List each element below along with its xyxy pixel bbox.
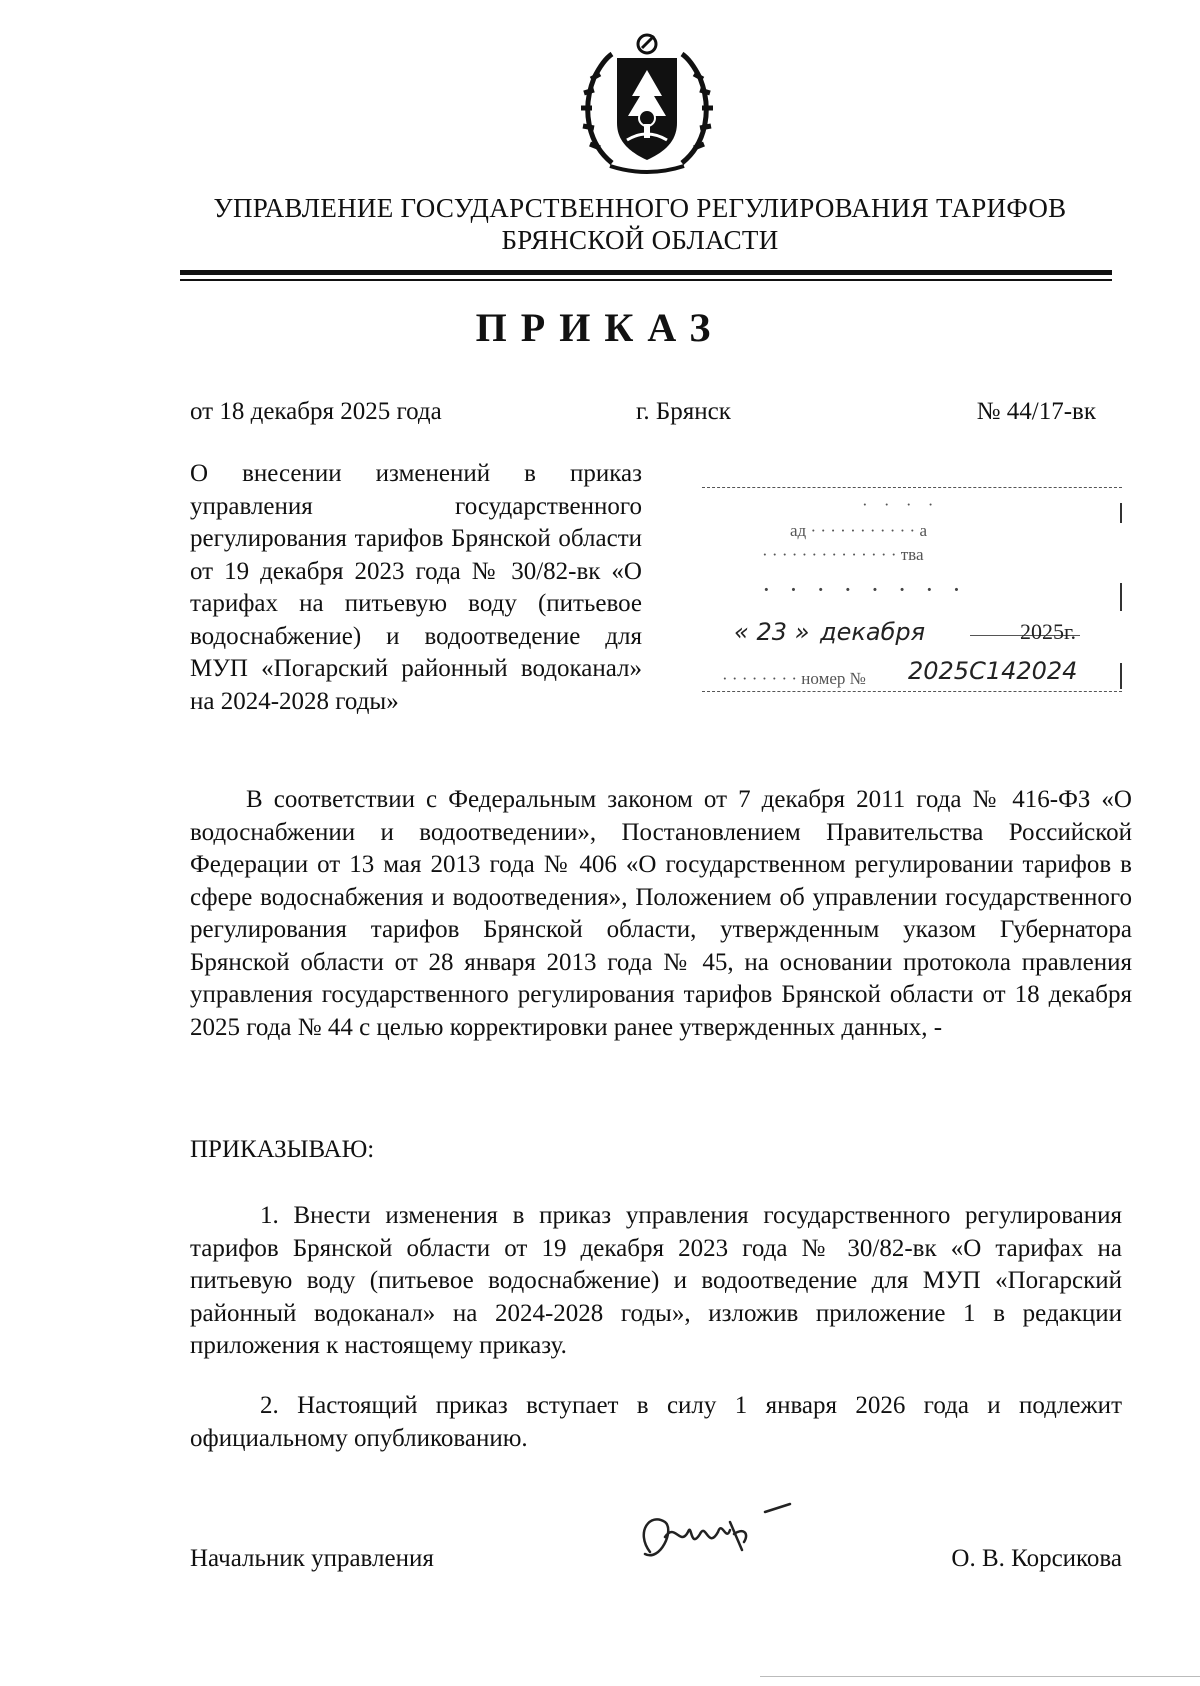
stamp-edge	[1120, 503, 1122, 523]
signatory-name: О. В. Корсикова	[951, 1545, 1122, 1572]
stamp-day-handwritten: « 23 »	[734, 618, 810, 646]
stamp-faint-text: · · · · · · · · · · · · · · тва	[762, 545, 924, 564]
order-number: № 44/17-вк	[976, 398, 1096, 425]
header-rule-thick	[180, 270, 1112, 275]
stamp-reg-label: · · · · · · · · номер №	[722, 669, 866, 688]
stamp-reg-number-handwritten: 2025С142024	[908, 657, 1078, 685]
stamp-edge	[1120, 663, 1122, 689]
order-word: ПРИКАЗЫВАЮ:	[190, 1136, 375, 1163]
stamp-month-handwritten: декабря	[820, 618, 926, 646]
stamp-year: 2025г.	[1020, 619, 1077, 644]
stamp-faint-text: · · · ·	[862, 495, 940, 514]
page-bottom-mark	[760, 1676, 1200, 1677]
order-city: г. Брянск	[636, 398, 731, 425]
stamp-faint-text: ад · · · · · · · · · · · а	[790, 521, 928, 540]
document-title: ПРИКАЗ	[475, 305, 725, 350]
stamp-edge	[1120, 583, 1122, 611]
order-item-1: 1. Внести изменения в приказ управления государственного регулирования тарифов Брянской области от 19 декабря 2023 года № 30/82-вк «О тарифах на питьевую воду (питьевое водоснабжение) и водоотведение для МУП «Погарский районный водоканал» на 2024-2028 годы», изложив приложение 1 в редакции приложения к настоящему приказу.	[190, 1202, 1122, 1359]
order-subject: О внесении изменений в приказ управления государственного регулирования тарифов Брянской области от 19 декабря 2023 года № 30/82-вк «О тарифах на питьевую воду (питьевое водоснабжение) и водоотведение для МУП «Погарский районный водоканал» на 2024-2028 годы»	[190, 460, 642, 715]
stamp-day: 23	[756, 618, 787, 646]
preamble-paragraph: В соответствии с Федеральным законом от 7 декабря 2011 года № 416-ФЗ «О водоснабжении и водоотведении», Постановлением Правительства Российской Федерации от 13 мая 2013 года № 406 «О государственном регулировании тарифов в сфере водоснабжения и водоотведения», Положением об управлении государственного регулирования тарифов Брянской области, утвержденным указом Губернатора Брянской области от 28 января 2013 года № 45, на основании протокола правления управления государственного регулирования тарифов Брянской области от 18 декабря 2025 года № 44 с целью корректировки ранее утвержденных данных, -	[190, 786, 1132, 1041]
issuing-authority	[140, 192, 1140, 256]
stamp-top-line	[702, 487, 1122, 488]
authority-line-1: УПРАВЛЕНИЕ ГОСУДАРСТВЕННОГО РЕГУЛИРОВАНИЯ ТАРИФОВ	[213, 193, 1067, 223]
order-item-2: 2. Настоящий приказ вступает в силу 1 января 2026 года и подлежит официальному опубликованию.	[190, 1392, 1122, 1452]
coat-of-arms-emblem	[572, 28, 722, 178]
authority-line-2: БРЯНСКОЙ ОБЛАСТИ	[501, 225, 779, 255]
stamp-bottom-line	[702, 691, 1122, 692]
registration-stamp	[702, 473, 1122, 693]
header-rule-thin	[180, 279, 1112, 281]
signatory-role: Начальник управления	[190, 1545, 434, 1572]
handwritten-signature	[630, 1492, 800, 1582]
stamp-faint-heading: · · · · · · · ·	[762, 575, 967, 604]
order-date: от 18 декабря 2025 года	[190, 398, 442, 425]
